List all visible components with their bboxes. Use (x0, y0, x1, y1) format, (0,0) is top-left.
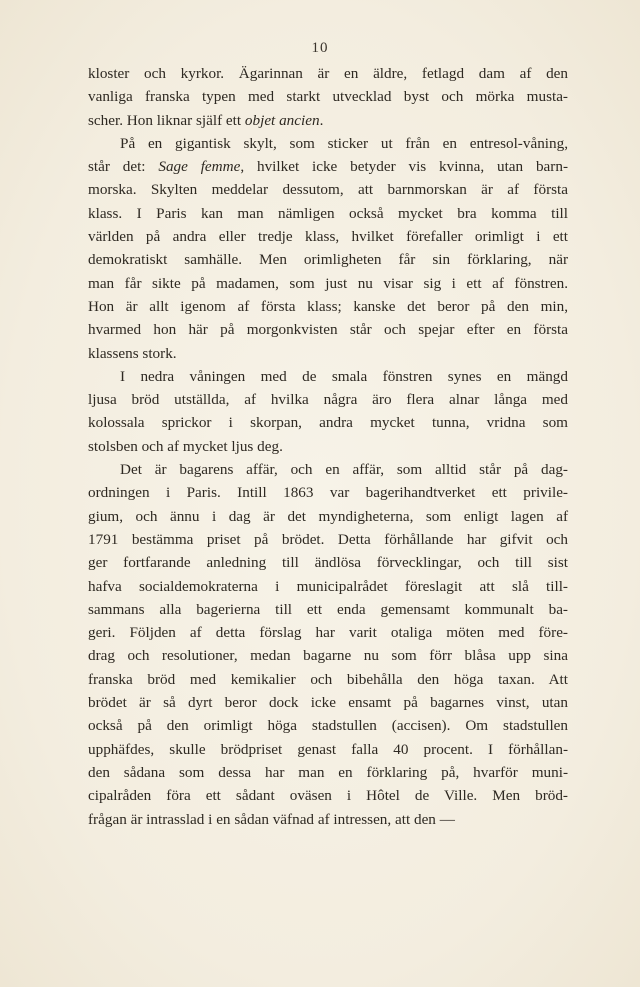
text-line: den sådana som dessa har man en förklaring på, hvarför muni- (88, 763, 568, 781)
text-line: demokratiskt samhälle. Men orimligheten får sin förklaring, när (88, 251, 568, 269)
text-segment: , hvilket icke betyder vis kvinna, utan barn- (240, 158, 568, 176)
page-number: 10 (311, 40, 329, 56)
text-line: hvarmed hon här på morgonkvisten står och spejar efter en första (88, 321, 568, 339)
text-line: frågan är intrasslad i en sådan väfnad af intressen, att den — (88, 810, 455, 828)
text-line: cipalråden föra ett sådant oväsen i Hôtel de Ville. Men bröd- (88, 787, 568, 805)
text-line: också på den orimligt höga stadstullen (accisen). Om stadstullen (88, 717, 568, 735)
text-line: klassens stork. (88, 344, 177, 362)
paragraph (88, 458, 568, 831)
text-line (88, 109, 568, 132)
text-line: Hon är allt igenom af första klass; kanske det beror på den min, (88, 297, 568, 315)
italic-phrase: Sage femme (158, 158, 241, 176)
text-line: På en gigantisk skylt, som sticker ut från en entresol-våning, (120, 134, 568, 152)
text-line: gium, och ännu i dag är det myndigheterna, som enligt lagen af (88, 507, 568, 525)
text-line: stolsben och af mycket ljus deg. (88, 437, 283, 455)
text-segment: . (319, 111, 324, 129)
text-line: I nedra våningen med de smala fönstren synes en mängd (120, 367, 568, 385)
italic-phrase: objet ancien (244, 111, 320, 129)
text-line: hafva socialdemokraterna i municipalrådet föreslagit att slå till- (88, 577, 568, 595)
text-segment: står det: (88, 158, 159, 176)
text-line: klass. I Paris kan man nämligen också mycket bra komma till (88, 204, 568, 222)
text-line: drag och resolutioner, medan bagarne nu som förr blåsa upp sina (88, 647, 568, 665)
text-line (88, 155, 568, 178)
text-line: världen på andra eller tredje klass, hvilket förefaller orimligt i ett (88, 228, 568, 246)
text-line: man får sikte på madamen, som just nu visar sig i ett af fönstren. (88, 274, 568, 292)
body-text (88, 62, 568, 831)
text-line: upphäfdes, skulle brödpriset genast falla 40 procent. I förhållan- (88, 740, 568, 758)
text-line: ger fortfarande anledning till ändlösa förvecklingar, och till sist (88, 554, 568, 572)
text-segment: scher. Hon liknar själf ett (88, 111, 245, 129)
text-line: morska. Skylten meddelar dessutom, att barnmorskan är af första (88, 181, 568, 199)
paragraph (88, 62, 568, 132)
paragraph (88, 365, 568, 458)
text-line: ordningen i Paris. Intill 1863 var bagerihandtverket ett privile- (88, 484, 568, 502)
text-line: brödet är så dyrt beror dock icke ensamt på bagarnes vinst, utan (88, 694, 568, 712)
paragraph (88, 132, 568, 365)
text-line: geri. Följden af detta förslag har varit otaliga möten med före- (88, 624, 568, 642)
text-line: franska bröd med kemikalier och bibehålla den höga taxan. Att (88, 670, 568, 688)
text-line: Det är bagarens affär, och en affär, som alltid står på dag- (120, 461, 568, 479)
text-line: 1791 bestämma priset på brödet. Detta förhållande har gifvit och (88, 530, 568, 548)
text-line: kloster och kyrkor. Ägarinnan är en äldre, fetlagd dam af den (88, 65, 568, 82)
text-line: ljusa bröd utställda, af hvilka några äro flera alnar långa med (88, 391, 568, 409)
text-line: vanliga franska typen med starkt utvecklad byst och mörka musta- (88, 88, 568, 106)
text-line: kolossala sprickor i skorpan, andra mycket tunna, vridna som (88, 414, 568, 432)
text-line: sammans alla bagerierna till ett enda gemensamt kommunalt ba- (88, 600, 568, 618)
